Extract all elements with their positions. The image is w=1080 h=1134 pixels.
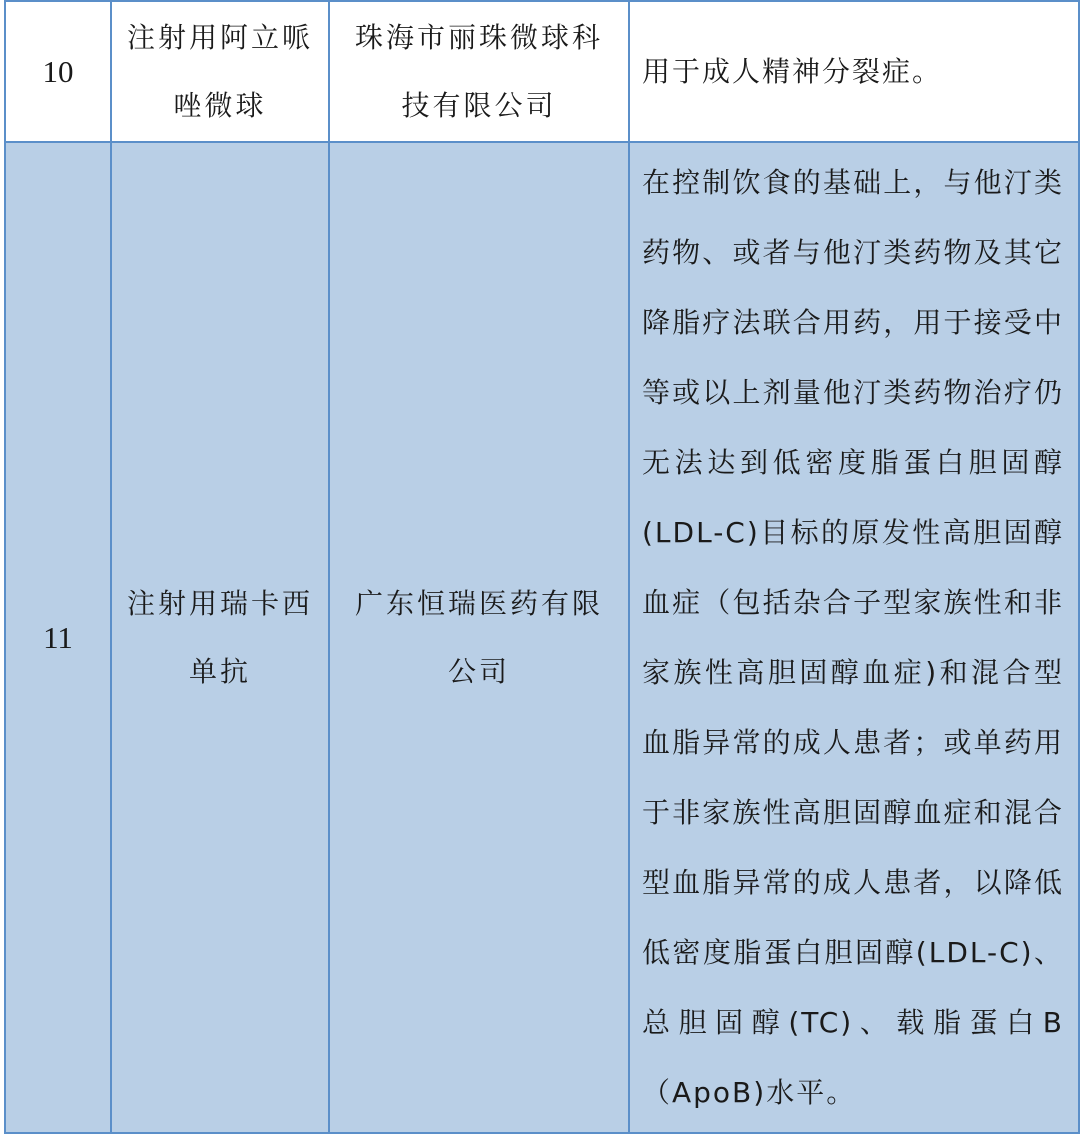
- table-row: [5, 142, 1079, 1133]
- indication: 在控制饮食的基础上，与他汀类药物、或者与他汀类药物及其它降脂疗法联合用药，用于接受中等或以上剂量他汀类药物治疗仍无法达到低密度脂蛋白胆固醇(LDL-C)目标的原发性高胆固醇血症（包括杂合子型家族性和非家族性高胆固醇血症)和混合型血脂异常的成人患者；或单药用于非家族性高胆固醇血症和混合型血脂异常的成人患者，以降低低密度脂蛋白胆固醇(LDL-C)、总胆固醇(TC)、载脂蛋白B（ApoB)水平。: [629, 142, 1079, 1133]
- drug-name: 注射用瑞卡西单抗: [111, 142, 329, 1133]
- indication: 用于成人精神分裂症。: [629, 1, 1079, 142]
- row-number: 10: [5, 1, 111, 142]
- drug-approval-table: [4, 0, 1080, 1134]
- company-name: 广东恒瑞医药有限公司: [329, 142, 629, 1133]
- company-name: 珠海市丽珠微球科技有限公司: [329, 1, 629, 142]
- row-number: 11: [5, 142, 111, 1133]
- table-row: [5, 1, 1079, 142]
- drug-name: 注射用阿立哌唑微球: [111, 1, 329, 142]
